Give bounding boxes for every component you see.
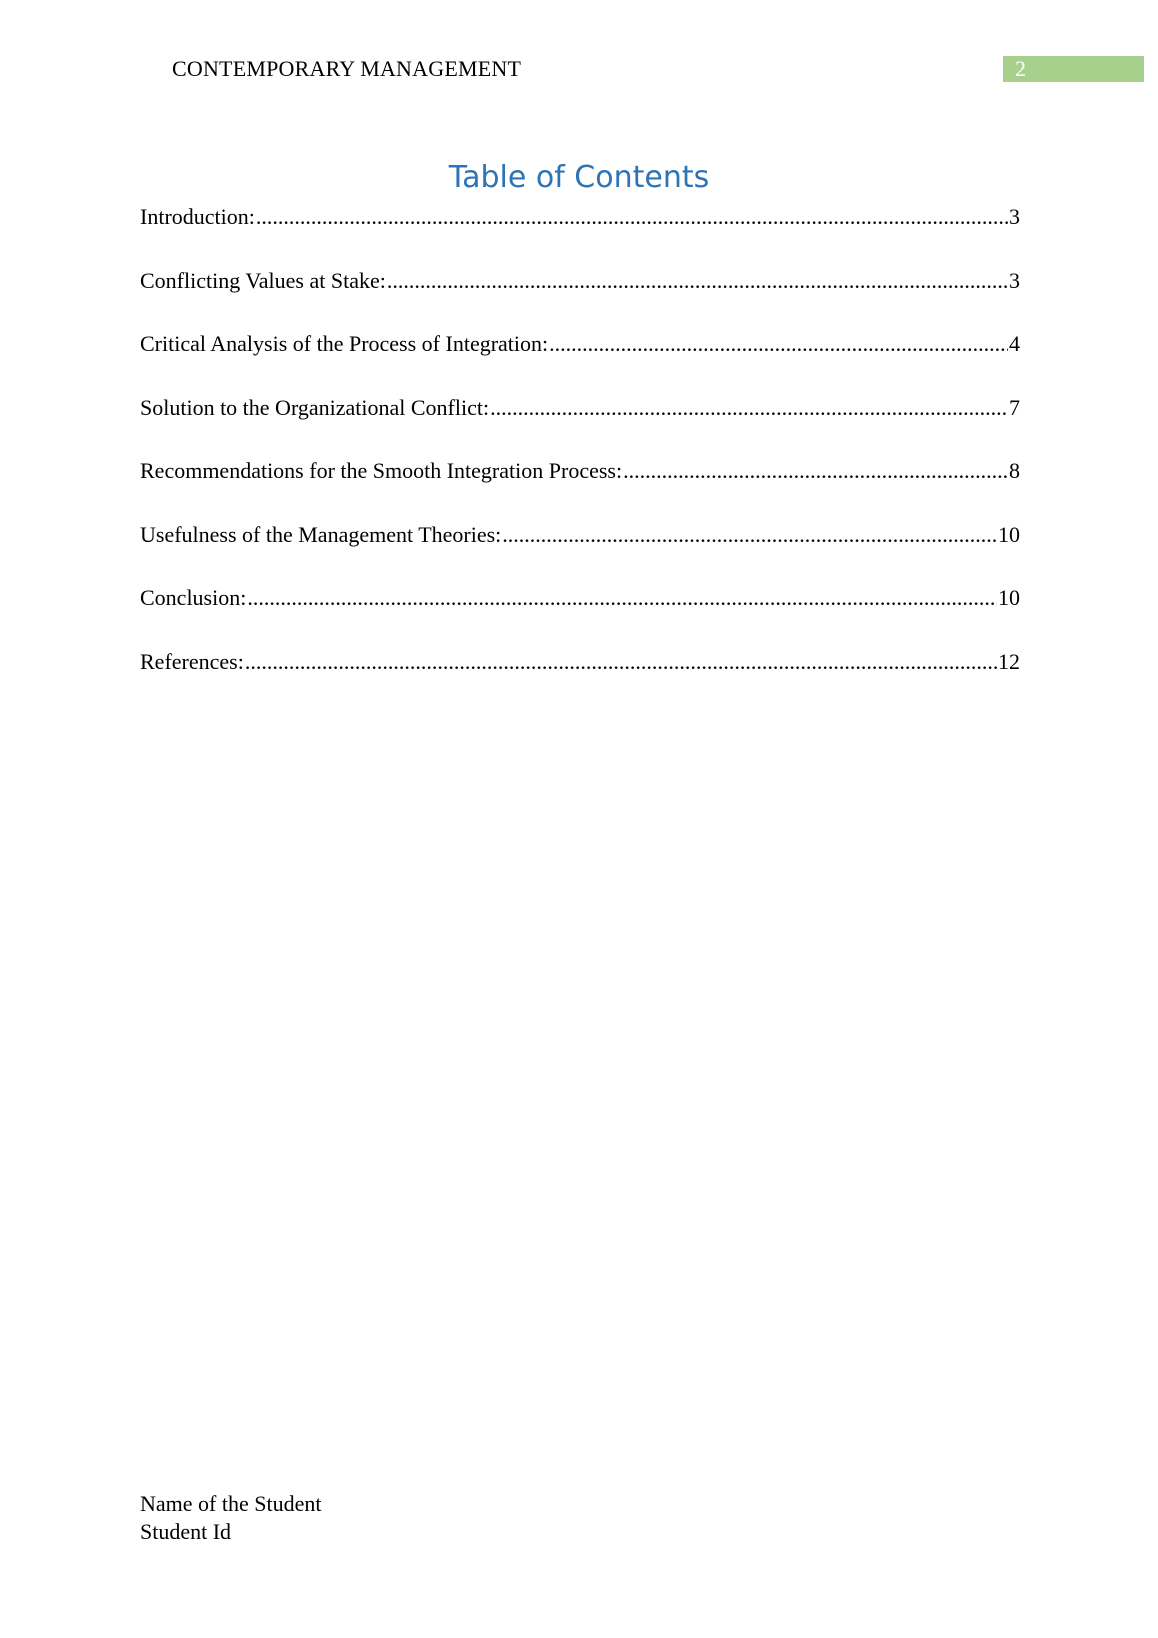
page-number-badge xyxy=(1003,56,1144,82)
toc-entry-conflicting-values[interactable] xyxy=(140,264,1020,328)
toc-entry-title: Critical Analysis of the Process of Integration: xyxy=(140,331,549,356)
toc-entry-references[interactable] xyxy=(140,645,1020,709)
toc-heading: Table of Contents xyxy=(448,160,710,195)
toc-entry-conclusion[interactable] xyxy=(140,581,1020,645)
toc-entry-page: 4 xyxy=(1009,331,1020,356)
student-name: Name of the Student xyxy=(140,1491,322,1516)
toc-entry-page: 8 xyxy=(1009,458,1020,483)
student-id: Student Id xyxy=(140,1519,232,1544)
toc-dot-leader xyxy=(245,645,997,679)
toc-entry-page: 3 xyxy=(1009,267,1020,293)
toc-dot-leader xyxy=(387,264,1008,298)
toc-entry-title: Conclusion: xyxy=(140,585,247,610)
toc-entry-page: 12 xyxy=(998,648,1020,674)
toc-entry-title: Conflicting Values at Stake: xyxy=(140,267,386,293)
toc-entry-page: 3 xyxy=(1009,204,1020,229)
toc-entry-page: 7 xyxy=(1009,394,1020,420)
toc-entry-title: Introduction: xyxy=(140,204,255,229)
page-number: 2 xyxy=(1015,56,1026,81)
toc-dot-leader xyxy=(256,200,1008,234)
toc-entry-solution[interactable] xyxy=(140,391,1020,455)
running-header-title: CONTEMPORARY MANAGEMENT xyxy=(172,56,522,81)
toc-entry-title: Usefulness of the Management Theories: xyxy=(140,521,502,547)
toc-entry-recommendations[interactable] xyxy=(140,454,1020,518)
toc-entry-critical-analysis[interactable] xyxy=(140,327,1020,391)
toc-entry-title: Solution to the Organizational Conflict: xyxy=(140,394,490,420)
toc-entry-title: Recommendations for the Smooth Integration Process: xyxy=(140,458,623,483)
toc-dot-leader xyxy=(502,518,997,552)
toc-dot-leader xyxy=(490,391,1008,425)
toc-list xyxy=(140,200,1020,708)
student-info xyxy=(140,1490,321,1546)
toc-dot-leader xyxy=(247,581,997,615)
toc-entry-page: 10 xyxy=(998,585,1020,610)
toc-entry-title: References: xyxy=(140,648,244,674)
toc-entry-page: 10 xyxy=(998,521,1020,547)
toc-entry-usefulness[interactable] xyxy=(140,518,1020,582)
toc-dot-leader xyxy=(549,327,1008,361)
toc-entry-introduction[interactable] xyxy=(140,200,1020,264)
toc-dot-leader xyxy=(623,454,1008,488)
